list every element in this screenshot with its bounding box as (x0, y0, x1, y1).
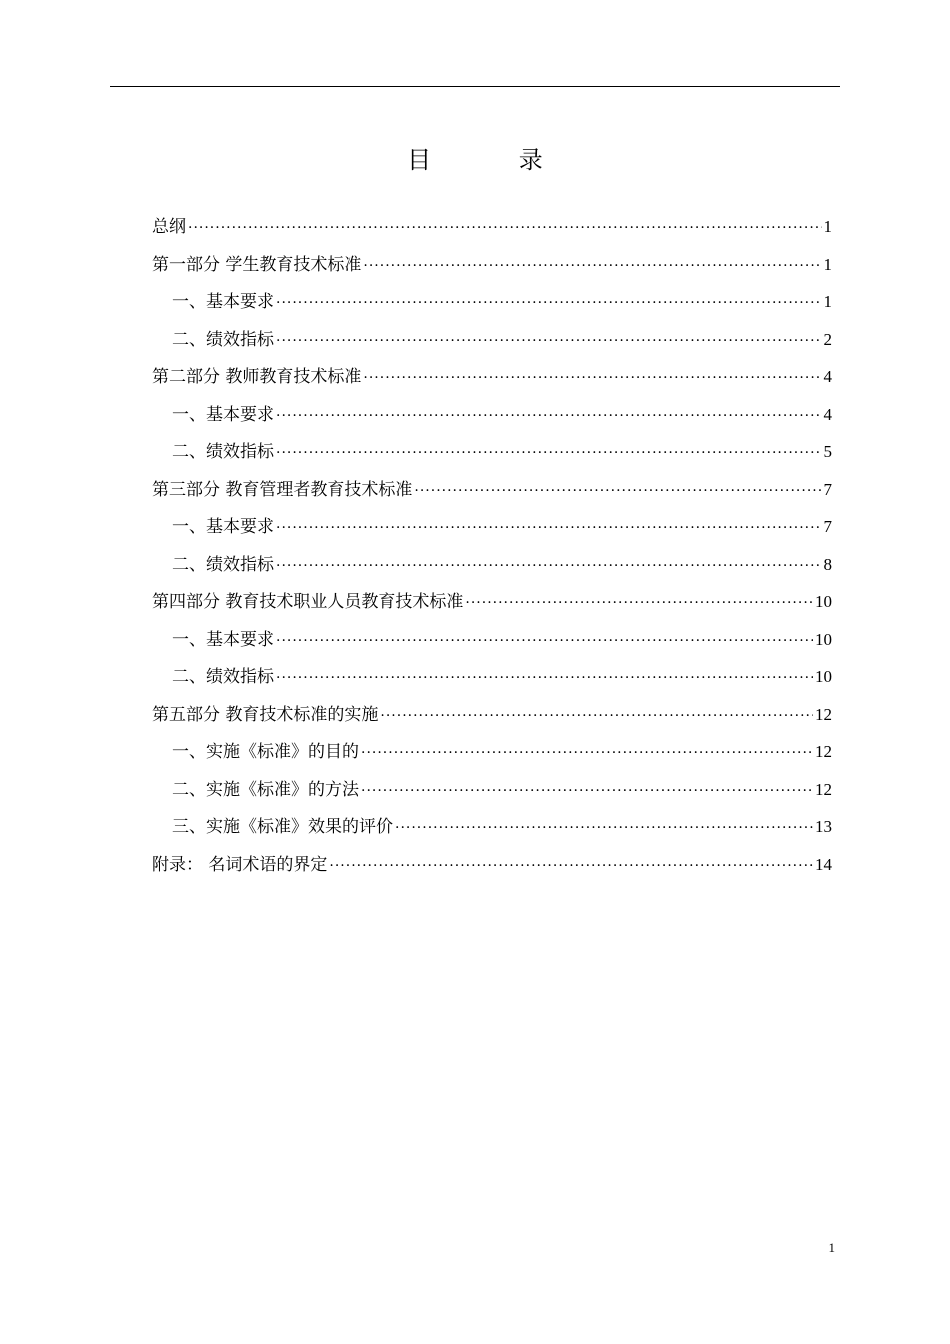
toc-leader-dots (380, 709, 813, 723)
toc-entry-page: 14 (815, 854, 832, 874)
toc-entry-label: 第四部分 教育技术职业人员教育技术标准 (152, 592, 464, 612)
toc-entry-label: 三、实施《标准》效果的评价 (172, 817, 393, 837)
toc-entry[interactable] (152, 587, 832, 625)
toc-entry[interactable] (152, 737, 832, 775)
toc-entry[interactable] (152, 625, 832, 663)
toc-entry-page: 10 (815, 667, 832, 686)
toc-entry-page: 4 (823, 367, 832, 386)
toc-entry-page: 13 (815, 817, 832, 836)
toc-entry[interactable] (152, 700, 832, 738)
toc-entry[interactable] (152, 812, 832, 850)
toc-entry[interactable] (152, 250, 832, 288)
toc-leader-dots (276, 559, 822, 573)
toc-entry-label: 第二部分 教师教育技术标准 (152, 367, 362, 387)
toc-entry-label: 二、实施《标准》的方法 (172, 779, 359, 800)
header-rule (110, 86, 840, 87)
toc-entry-label: 二、绩效指标 (172, 667, 274, 687)
toc-leader-dots (276, 634, 813, 648)
toc-entry-page: 10 (815, 629, 832, 649)
toc-leader-dots (276, 521, 822, 535)
toc-entry[interactable] (152, 287, 832, 325)
toc-entry[interactable] (152, 512, 832, 550)
toc-entry-page: 7 (823, 517, 832, 536)
toc-entry-page: 1 (823, 217, 832, 236)
toc-entry[interactable] (152, 475, 832, 513)
toc-entry-label: 一、基本要求 (172, 517, 274, 537)
table-of-contents (152, 212, 832, 887)
toc-entry-page: 5 (823, 442, 832, 461)
toc-leader-dots (276, 446, 822, 460)
toc-entry-page: 2 (823, 329, 832, 349)
toc-entry-label: 二、绩效指标 (172, 554, 274, 575)
toc-entry-page: 7 (823, 479, 832, 499)
toc-leader-dots (276, 296, 822, 310)
toc-entry-label: 一、基本要求 (172, 292, 274, 312)
toc-leader-dots (363, 371, 821, 385)
toc-entry[interactable] (152, 325, 832, 363)
toc-leader-dots (276, 334, 822, 348)
toc-entry-label: 二、绩效指标 (172, 329, 274, 350)
toc-entry[interactable] (152, 362, 832, 400)
toc-entry[interactable] (152, 550, 832, 588)
toc-entry[interactable] (152, 662, 832, 700)
toc-leader-dots (276, 409, 822, 423)
toc-entry[interactable] (152, 850, 832, 888)
toc-leader-dots (363, 259, 821, 273)
toc-entry-page: 12 (815, 779, 832, 799)
toc-entry-page: 8 (823, 554, 832, 574)
toc-entry-label: 第一部分 学生教育技术标准 (152, 254, 362, 275)
toc-entry-page: 10 (815, 592, 832, 611)
toc-entry-label: 第三部分 教育管理者教育技术标准 (152, 479, 413, 500)
toc-entry-label: 一、基本要求 (172, 404, 274, 425)
toc-entry-label: 第五部分 教育技术标准的实施 (152, 704, 379, 725)
toc-title: 目 录 (407, 146, 583, 174)
toc-entry-label: 一、实施《标准》的目的 (172, 742, 359, 762)
toc-entry-page: 1 (823, 292, 832, 311)
toc-leader-dots (276, 671, 813, 685)
toc-leader-dots (465, 596, 813, 610)
toc-entry-page: 12 (815, 704, 832, 724)
toc-entry-page: 1 (823, 254, 832, 274)
toc-entry[interactable] (152, 212, 832, 250)
toc-entry[interactable] (152, 437, 832, 475)
toc-leader-dots (361, 746, 813, 760)
toc-entry-label: 二、绩效指标 (172, 442, 274, 462)
toc-entry-page: 12 (815, 742, 832, 761)
toc-entry[interactable] (152, 775, 832, 813)
toc-leader-dots (329, 859, 813, 873)
toc-leader-dots (361, 784, 813, 798)
toc-leader-dots (395, 821, 813, 835)
toc-entry-label: 总纲 (152, 217, 186, 237)
toc-entry-label: 一、基本要求 (172, 629, 274, 650)
page-number: 1 (828, 1240, 835, 1255)
toc-entry-label: 附录： 名词术语的界定 (152, 854, 328, 875)
toc-entry[interactable] (152, 400, 832, 438)
toc-leader-dots (188, 221, 822, 235)
toc-entry-page: 4 (823, 404, 832, 424)
toc-leader-dots (414, 484, 821, 498)
